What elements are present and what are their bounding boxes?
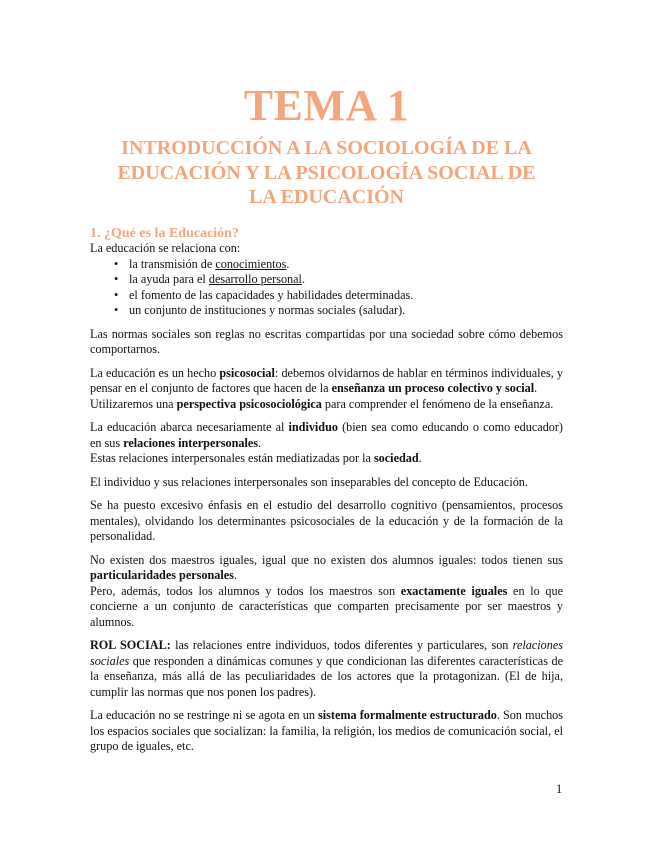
subtitle-line: INTRODUCCIÓN A LA SOCIOLOGÍA DE LA: [121, 137, 532, 159]
paragraph: Pero, además, todos los alumnos y todos los maestros son exactamente iguales en lo que concierne a un conjunto de características que comparten precisamente por ser maestros y alumnos.: [90, 583, 563, 629]
paragraph: La educación abarca necesariamente al individuo (bien sea como educando o como educador) en sus relaciones interpersonales.: [90, 420, 563, 450]
paragraph: Estas relaciones interpersonales están mediatizadas por la sociedad.: [90, 451, 422, 465]
list-item: • la transmisión de conocimientos.: [114, 257, 563, 273]
paragraph: La educación es un hecho psicosocial: debemos olvidarnos de hablar en términos individuales, y pensar en el conjunto de factores que hacen de la enseñanza un proceso colectivo y social.: [90, 365, 564, 395]
page-subtitle: [90, 136, 563, 210]
paragraph: No existen dos maestros iguales, igual que no existen dos alumnos iguales: todos tienen sus particularidades personales.: [90, 552, 563, 582]
document-body: [90, 241, 563, 755]
subtitle-line: EDUCACIÓN Y LA PSICOLOGÍA SOCIAL DE: [117, 161, 536, 184]
list-item: • un conjunto de instituciones y normas sociales (saludar).: [114, 303, 563, 319]
page-number: 1: [556, 782, 563, 796]
paragraph: ROL SOCIAL: las relaciones entre individuos, todos diferentes y particulares, son relaciones sociales que responden a dinámicas comunes y que condicionan las diferentes características de la enseñanza, más allá de las peculiaridades de los actores que la protagonizan. (El de hija, cumplir las normas que nos ponen los padres).: [90, 638, 563, 699]
list-item: • el fomento de las capacidades y habilidades determinadas.: [114, 288, 563, 304]
underlined-term: conocimientos: [215, 256, 287, 271]
paragraph: Utilizaremos una perspectiva psicosociológica para comprender el fenómeno de la enseñanza.: [90, 396, 554, 411]
paragraph: La educación no se restringe ni se agota en un sistema formalmente estructurado. Son muchos los espacios sociales que socializan: la familia, la religión, los medios de comunicación social, el grupo de iguales, etc.: [90, 708, 563, 753]
section-heading: 1. ¿Qué es la Educación?: [90, 226, 239, 241]
bullet-list: [90, 257, 563, 319]
subtitle-line: LA EDUCACIÓN: [248, 186, 405, 208]
paragraph: Se ha puesto excesivo énfasis en el estudio del desarrollo cognitivo (pensamientos, procesos mentales), olvidando los determinantes psicosociales de la educación y de la formación de la personalidad.: [90, 498, 563, 543]
underlined-term: desarrollo personal: [208, 272, 302, 286]
paragraph: El individuo y sus relaciones interpersonales son inseparables del concepto de Educación.: [90, 474, 528, 489]
list-item: • la ayuda para el desarrollo personal.: [114, 272, 563, 288]
page-title: TEMA 1: [243, 81, 410, 130]
intro-line: La educación se relaciona con:: [90, 241, 241, 255]
paragraph: Las normas sociales son reglas no escritas compartidas por una sociedad sobre cómo debemos comportarnos.: [90, 326, 563, 356]
